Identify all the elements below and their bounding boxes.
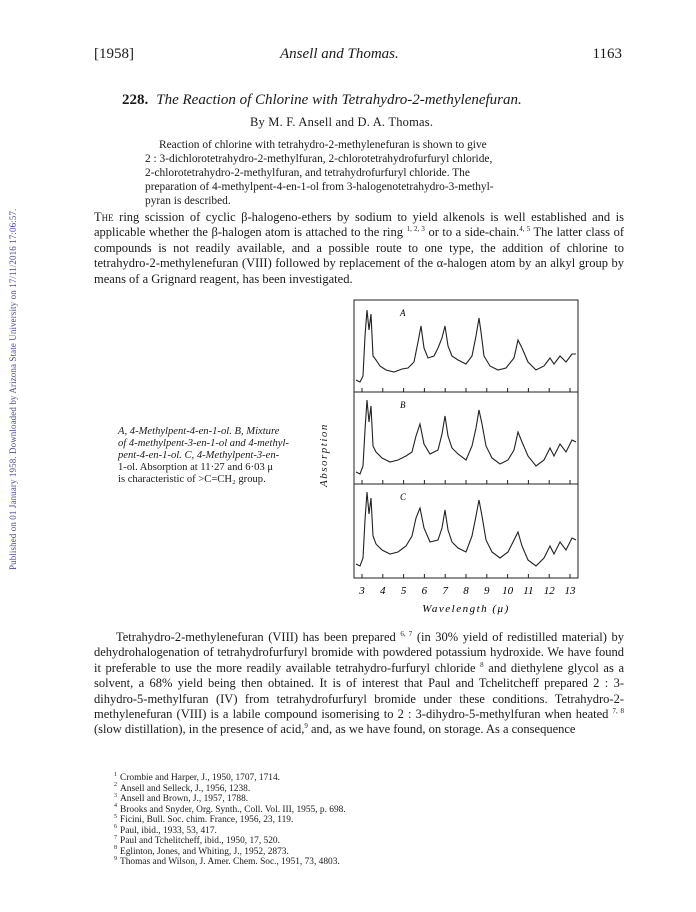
citation-superscript: 7, 8	[612, 706, 624, 715]
reference-item: $^4$ Brooks and Snyder, Org. Synth., Coll. Vol. III, 1955, p. 698.	[114, 803, 346, 815]
tick-rows	[362, 388, 570, 578]
running-head-authors: Ansell and Thomas.	[280, 46, 399, 62]
y-axis-label: Absorption	[318, 423, 330, 487]
reference-item: $^7$ Paul and Tchelitcheff, ibid., 1950, 17, 520.	[114, 834, 280, 846]
citation-superscript: 6, 7	[400, 629, 413, 638]
citation-superscript: 9	[304, 722, 308, 731]
reference-item: $^9$ Thomas and Wilson, J. Amer. Chem. Soc., 1951, 73, 4803.	[114, 855, 340, 867]
download-watermark: Published on 01 January 1958. Downloaded by Arizona State University on 17/11/2016 17:06:57.	[8, 208, 18, 570]
abstract-line: Reaction of chlorine with tetrahydro-2-methylenefuran is shown to give	[159, 139, 487, 151]
article-title-text: The Reaction of Chlorine with Tetrahydro-2-methylenefuran.	[156, 92, 522, 108]
reference-item: $^6$ Paul, ibid., 1933, 53, 417.	[114, 824, 217, 836]
x-tick-label: 3	[359, 585, 365, 597]
caption-line: 1-ol. Absorption at 11·27 and 6·03 μ	[118, 462, 274, 473]
spectrum-trace-a	[356, 310, 576, 382]
body-text: Tetrahydro-2-methylenefuran (VIII) has been prepared	[116, 630, 396, 644]
running-head	[94, 46, 624, 66]
caption-line: A, 4-Methylpent-4-en-1-ol. B, Mixture	[118, 426, 280, 437]
x-tick-label: 11	[523, 585, 534, 597]
x-tick-label: 12	[543, 585, 555, 597]
reference-item: $^8$ Eglinton, Jones, and Whiting, J., 1952, 2873.	[114, 845, 289, 857]
panel-label-a: A	[400, 308, 406, 318]
x-tick-label: 8	[463, 585, 469, 597]
article-title	[122, 92, 522, 109]
reference-item: $^5$ Ficini, Bull. Soc. chim. France, 1956, 23, 119.	[114, 813, 294, 825]
figure-frame	[354, 300, 578, 578]
x-tick-label: 5	[400, 585, 407, 597]
panel-label-c: C	[400, 492, 407, 502]
panel-label-b: B	[400, 400, 406, 410]
x-tick-labels	[358, 585, 576, 597]
caption-line: pent-4-en-1-ol. C, 4-Methylpent-3-en-	[118, 450, 280, 461]
x-axis-label: Wavelength (μ)	[422, 603, 510, 615]
spectrum-trace-b	[356, 400, 576, 474]
body-text: (in 30% yield of redistilled material) by dehydrohalogenation of tetrahydrofurfuryl bromide with powdered potassium hydroxide. We have found it preferable to use the more readily available tetrahydro-furfuryl chloride	[94, 630, 624, 675]
body-text: (slow distillation), in the presence of acid,	[94, 722, 305, 737]
body-text: and, as we have found, on storage. As a consequence	[310, 722, 576, 737]
ir-spectra-figure	[338, 296, 590, 618]
ir-spectra-svg	[338, 296, 590, 618]
intro-dropcap: The	[94, 210, 114, 224]
intro-text: or to a side-chain.	[428, 225, 520, 240]
caption-line: of 4-methylpent-3-en-1-ol and 4-methyl-	[118, 438, 289, 449]
byline: By M. F. Ansell and D. A. Thomas.	[250, 115, 434, 129]
intro-paragraph	[94, 210, 624, 287]
citation-superscript: 8	[480, 660, 484, 669]
citation-superscript: 1, 2, 3	[406, 225, 425, 234]
spectrum-trace-c	[356, 492, 576, 566]
abstract-line: 2 : 3-dichlorotetrahydro-2-methylfuran, 2-chlorotetrahydrofurfuryl chloride,	[145, 153, 493, 165]
reference-item: $^1$ Crombie and Harper, J., 1950, 1707, 1714.	[114, 771, 281, 783]
running-head-year: [1958]	[94, 46, 134, 62]
abstract-line: preparation of 4-methylpent-4-en-1-ol from 3-halogenotetrahydro-3-methyl-	[145, 181, 494, 193]
x-tick-label: 7	[442, 585, 448, 597]
reference-item: $^2$ Ansell and Selleck, J., 1956, 1238.	[114, 782, 251, 794]
references-list	[114, 773, 614, 868]
intro-text: The latter class of compounds is not readily available, and a possible route to one type, the addition of chlorine to tetrahydro-2-methylenefuran (VIII) followed by replacement of the α-halogen atom by an alkyl group by means of a Grignard reagent, has been investigated.	[94, 225, 624, 286]
x-tick-label: 6	[421, 585, 428, 597]
reference-item: $^3$ Ansell and Brown, J., 1957, 1788.	[114, 792, 249, 804]
caption-line: is characteristic of >C=CH₂ group.	[118, 474, 266, 485]
abstract-line: 2-chlorotetrahydro-2-methylfuran, and tetrahydrofurfuryl chloride. The	[145, 167, 470, 179]
abstract	[145, 138, 585, 208]
page-number: 1163	[592, 46, 622, 62]
intro-text: ring scission of cyclic β-halogeno-ethers by sodium to yield alkenols is well established and is applicable whether the β-halogen atom is attached to the ring	[94, 210, 625, 240]
citation-superscript: 4, 5	[519, 225, 531, 234]
x-tick-label: 10	[502, 585, 514, 597]
x-tick-label: 9	[484, 585, 490, 597]
x-tick-label: 4	[380, 585, 386, 597]
body-paragraph	[94, 630, 624, 738]
body-text: and diethylene glycol as a solvent, a 68% yield being then obtained. It is of interest that Paul and Tchelitcheff prepared 2 : 3-dihydro-5-methylfuran (IV) from tetrahydrofurfuryl bromide under these conditions. Tetrahydro-2-methylenefuran (VIII) is a labile compound isomerising to 2 : 3-dihydro-5-methylfuran when heated	[94, 660, 624, 722]
article-number: 228.	[122, 92, 149, 108]
x-tick-label: 13	[564, 585, 576, 597]
abstract-line: pyran is described.	[145, 195, 231, 207]
figure-caption	[118, 426, 328, 486]
